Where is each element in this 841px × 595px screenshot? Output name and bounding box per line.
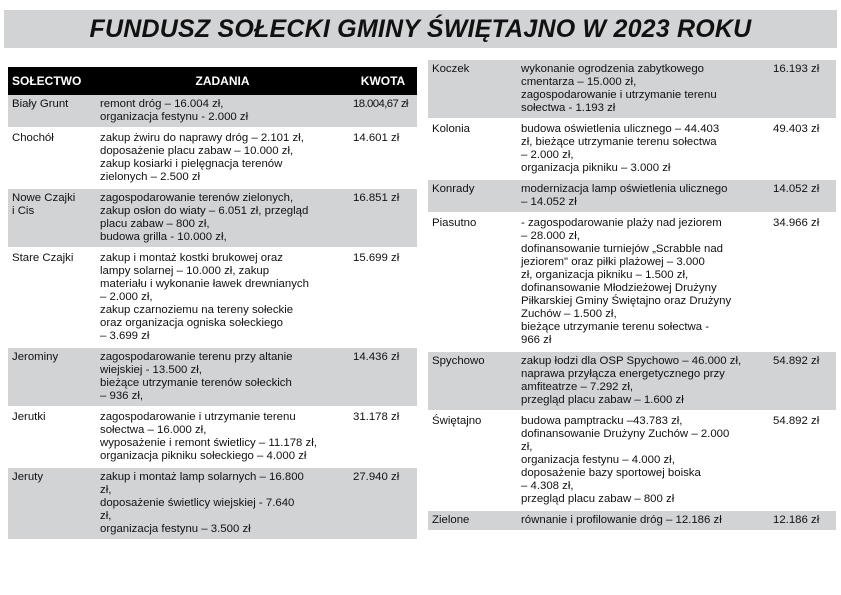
fund-table-right — [428, 60, 836, 532]
table-row — [8, 467, 417, 540]
table-row — [8, 347, 417, 407]
village-tasks: równanie i profilowanie dróg – 12.186 zł — [517, 510, 769, 531]
village-name: Kolonia — [428, 119, 517, 179]
village-tasks: zagospodarowanie terenu przy altanie wiejskiej - 13.500 zł, bieżące utrzymanie terenów sołeckich – 936 zł, — [96, 347, 349, 407]
village-amount: 15.699 zł — [349, 248, 417, 347]
village-name: Świętajno — [428, 411, 517, 510]
village-tasks: budowa oświetlenia ulicznego – 44.403 zł, bieżące utrzymanie terenu sołectwa – 2.000 zł, organizacja pikniku – 3.000 zł — [517, 119, 769, 179]
table-row — [428, 213, 836, 351]
village-tasks: modernizacja lamp oświetlenia ulicznego – 14.052 zł — [517, 179, 769, 213]
village-amount: 16.193 zł — [769, 60, 836, 119]
village-amount: 31.178 zł — [349, 407, 417, 467]
fund-table-left — [8, 67, 417, 541]
village-name: Jeruty — [8, 467, 96, 540]
table-row — [428, 119, 836, 179]
table-row — [8, 407, 417, 467]
village-amount: 16.851 zł — [349, 188, 417, 248]
village-tasks: wykonanie ogrodzenia zabytkowego cmentarza – 15.000 zł, zagospodarowanie i utrzymanie terenu sołectwa - 1.193 zł — [517, 60, 769, 119]
village-name: Jerutki — [8, 407, 96, 467]
village-name: Koczek — [428, 60, 517, 119]
village-amount: 14.436 zł — [349, 347, 417, 407]
village-tasks: zakup łodzi dla OSP Spychowo – 46.000 zł, naprawa przyłącza energetycznego przy amfiteatrze – 7.292 zł, przegląd placu zabaw – 1.600 zł — [517, 351, 769, 411]
village-amount: 14.052 zł — [769, 179, 836, 213]
village-tasks: budowa pamptracku –43.783 zł, dofinansowanie Drużyny Zuchów – 2.000 zł, organizacja festynu – 4.000 zł, doposażenie bazy sportowej boiska – 4.308 zł, przegląd placu zabaw – 800 zł — [517, 411, 769, 510]
table-row — [428, 510, 836, 531]
village-amount: 34.966 zł — [769, 213, 836, 351]
village-amount: 27.940 zł — [349, 467, 417, 540]
village-name: Spychowo — [428, 351, 517, 411]
header-zadania: ZADANIA — [96, 67, 349, 95]
village-name: Biały Grunt — [8, 95, 96, 128]
village-name: Konrady — [428, 179, 517, 213]
title-band — [4, 10, 837, 48]
village-tasks: zagospodarowanie terenów zielonych, zakup osłon do wiaty – 6.051 zł, przegląd placu zabaw – 800 zł, budowa grilla - 10.000 zł, — [96, 188, 349, 248]
village-tasks: zagospodarowanie i utrzymanie terenu sołectwa – 16.000 zł, wyposażenie i remont świetlicy – 11.178 zł, organizacja pikniku sołeckiego – 4.000 zł — [96, 407, 349, 467]
village-tasks: zakup i montaż kostki brukowej oraz lampy solarnej – 10.000 zł, zakup materiału i wykonanie ławek drewnianych – 2.000 zł, zakup czarnoziemu na tereny sołeckie oraz organizacja ogniska sołeckiego – 3.699 zł — [96, 248, 349, 347]
village-tasks: zakup i montaż lamp solarnych – 16.800 zł, doposażenie świetlicy wiejskiej - 7.640 zł, organizacja festynu – 3.500 zł — [96, 467, 349, 540]
table-row — [428, 351, 836, 411]
header-solectwo: SOŁECTWO — [8, 67, 96, 95]
village-tasks: - zagospodarowanie plaży nad jeziorem – 28.000 zł, dofinansowanie turniejów „Scrabble nad jeziorem" oraz piłki plażowej – 3.000 zł, organizacja pikniku – 1.500 zł, dofinansowanie Młodzieżowej Drużyny Piłkarskiej Gminy Świętajno oraz Drużyny Zuchów – 1.500 zł, bieżące utrzymanie terenu sołectwa - 966 zł — [517, 213, 769, 351]
table-row — [428, 179, 836, 213]
village-amount: 49.403 zł — [769, 119, 836, 179]
village-tasks: remont dróg – 16.004 zł, organizacja festynu - 2.000 zł — [96, 95, 349, 128]
table-row — [8, 95, 417, 128]
table-row — [428, 60, 836, 119]
table-row — [8, 188, 417, 248]
table-row — [8, 128, 417, 188]
village-amount: 18.004,67 zł — [349, 95, 417, 128]
village-name: Zielone — [428, 510, 517, 531]
village-amount: 54.892 zł — [769, 411, 836, 510]
table-row — [8, 248, 417, 347]
header-kwota: KWOTA — [349, 67, 417, 95]
table-header-row — [8, 67, 417, 95]
village-name: Jerominy — [8, 347, 96, 407]
village-tasks: zakup żwiru do naprawy dróg – 2.101 zł, doposażenie placu zabaw – 10.000 zł, zakup kosiarki i pielęgnacja terenów zielonych – 2.500 zł — [96, 128, 349, 188]
village-name: Chochół — [8, 128, 96, 188]
village-amount: 14.601 zł — [349, 128, 417, 188]
village-name: Nowe Czajki i Cis — [8, 188, 96, 248]
village-amount: 54.892 zł — [769, 351, 836, 411]
page-title: FUNDUSZ SOŁECKI GMINY ŚWIĘTAJNO W 2023 ROKU — [89, 15, 752, 43]
village-name: Piasutno — [428, 213, 517, 351]
table-row — [428, 411, 836, 510]
village-amount: 12.186 zł — [769, 510, 836, 531]
village-name: Stare Czajki — [8, 248, 96, 347]
